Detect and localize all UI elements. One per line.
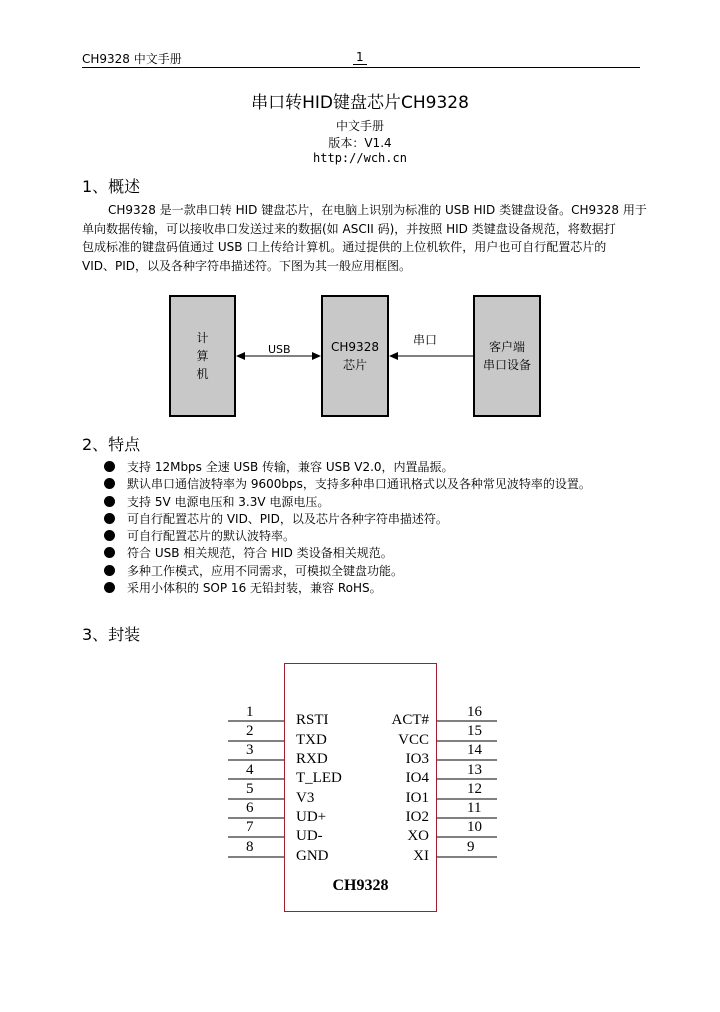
pin-name: GND — [296, 848, 329, 864]
pin-name: RSTI — [296, 712, 329, 728]
header-rule — [82, 67, 640, 68]
serial-arrow — [389, 352, 473, 360]
computer-label-char: 机 — [196, 367, 209, 381]
feature-text: 多种工作模式，应用不同需求，可模拟全键盘功能。 — [127, 563, 404, 578]
pin-number: 1 — [246, 704, 254, 720]
serial-label: 串口 — [413, 333, 438, 347]
package-outline — [284, 663, 437, 912]
pin-number: 2 — [246, 723, 254, 739]
bullet-icon — [104, 530, 115, 541]
left-pin-lines — [228, 721, 284, 857]
feature-item — [104, 494, 591, 511]
feature-text: 支持 12Mbps 全速 USB 传输，兼容 USB V2.0，内置晶振。 — [127, 460, 454, 474]
bullet-icon — [104, 582, 115, 593]
pin-name: UD- — [296, 828, 323, 844]
pin-number: 15 — [467, 723, 482, 739]
feature-text: 可自行配置芯片的默认波特率。 — [127, 529, 296, 544]
pin-name: IO2 — [405, 809, 429, 825]
pin-number: 5 — [246, 781, 254, 797]
pin-name: IO1 — [405, 790, 429, 806]
pin-name: UD+ — [296, 809, 327, 825]
pin-name: ACT# — [391, 712, 429, 728]
feature-item — [104, 528, 591, 545]
pin-number: 7 — [246, 819, 254, 835]
feature-item — [104, 511, 591, 528]
pin-number: 16 — [467, 704, 482, 720]
pin-name: IO4 — [405, 770, 429, 786]
feature-text: 默认串口通信波特率为 9600bps，支持多种串口通讯格式以及各种常见波特率的设置。 — [127, 477, 591, 492]
client-label-line: 串口设备 — [482, 358, 531, 372]
pin-number: 12 — [467, 781, 482, 797]
feature-text: 可自行配置芯片的 VID、PID，以及芯片各种字符串描述符。 — [127, 511, 448, 526]
pin-number: 3 — [246, 742, 254, 758]
client-label-line: 客户端 — [488, 340, 525, 354]
pin-number: 6 — [246, 800, 254, 816]
computer-label-char: 计 — [196, 331, 209, 345]
overview-line: VID、PID，以及各种字符串描述符。下图为其一般应用框图。 — [82, 258, 412, 273]
diagram-computer-block — [169, 295, 236, 417]
header-doc-name: CH9328 中文手册 — [82, 52, 182, 66]
package-chip-name: CH9328 — [332, 877, 389, 894]
bullet-icon — [104, 496, 115, 507]
pin-number: 10 — [467, 819, 482, 835]
pin-name: TXD — [296, 732, 327, 748]
usb-label: USB — [268, 343, 291, 356]
chip-label-line: CH9328 — [331, 340, 379, 354]
computer-label-char: 算 — [196, 349, 209, 363]
feature-item — [104, 580, 591, 597]
feature-item — [104, 459, 591, 476]
pin-number: 8 — [246, 839, 254, 855]
pin-name: T_LED — [296, 770, 342, 786]
bullet-icon — [104, 513, 115, 524]
pin-name: XI — [413, 848, 429, 864]
feature-text: 采用小体积的 SOP 16 无铅封装，兼容 RoHS。 — [127, 581, 382, 596]
feature-text: 支持 5V 电源电压和 3.3V 电源电压。 — [127, 494, 330, 509]
header-page-number: 1 — [356, 50, 364, 64]
feature-item — [104, 476, 591, 493]
pin-number: 11 — [467, 800, 482, 816]
overview-paragraph — [82, 201, 647, 275]
features-list — [104, 459, 591, 597]
overview-line: 包成标准的键盘码值通过 USB 口上传给计算机。通过提供的上位机软件，用户也可自行配置芯片的 — [82, 240, 607, 254]
page-number-underline — [353, 64, 367, 65]
bullet-icon — [104, 565, 115, 576]
pin-name: XO — [407, 828, 429, 844]
bullet-icon — [104, 547, 115, 558]
section-heading-features: 2、特点 — [82, 435, 141, 454]
diagram-client-block — [473, 295, 541, 417]
section-heading-overview: 1、概述 — [82, 177, 141, 196]
diagram-chip-block — [321, 295, 389, 417]
feature-text: 符合 USB 相关规范，符合 HID 类设备相关规范。 — [127, 546, 393, 561]
feature-item — [104, 563, 591, 580]
feature-item — [104, 545, 591, 562]
overview-line: 单向数据传输，可以接收串口发送过来的数据(如 ASCII 码)，并按照 HID 类键盘设备规范，将数据打 — [82, 221, 616, 236]
pin-name: VCC — [398, 732, 429, 748]
bullet-icon — [104, 478, 115, 489]
overview-line: CH9328 是一款串口转 HID 键盘芯片，在电脑上识别为标准的 USB HID 类键盘设备。CH9328 用于 — [108, 203, 647, 217]
pin-number: 13 — [467, 762, 482, 778]
pin-number: 14 — [467, 742, 482, 758]
page-title: 串口转HID键盘芯片CH9328 — [251, 93, 469, 113]
bullet-icon — [104, 461, 115, 472]
subtitle-version: 版本：V1.4 — [328, 136, 392, 150]
pin-name: RXD — [296, 751, 328, 767]
pin-name: IO3 — [405, 751, 429, 767]
pin-number: 4 — [246, 762, 254, 778]
chip-label-line: 芯片 — [342, 358, 367, 372]
subtitle-url: http://wch.cn — [313, 151, 407, 165]
subtitle-manual: 中文手册 — [335, 119, 384, 133]
section-heading-package: 3、封装 — [82, 625, 141, 644]
pin-name: V3 — [296, 790, 315, 806]
pin-number: 9 — [467, 839, 475, 855]
